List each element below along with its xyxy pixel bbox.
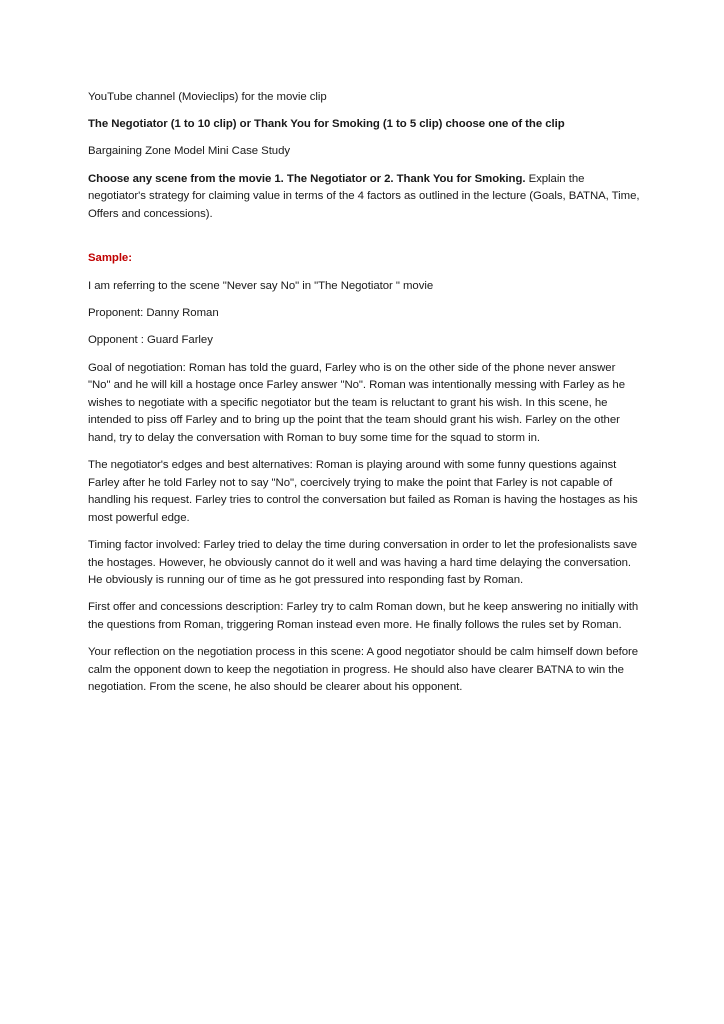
instruction-paragraph — [88, 171, 640, 224]
scene-reference: I am referring to the scene "Never say No" in "The Negotiator " movie — [88, 279, 434, 292]
instruction-text: Explain the negotiator's strategy for claiming value in terms of the 4 factors as outlined in the lecture (Goals, BATNA, Time, Offers and concessions). — [88, 172, 640, 220]
reflection-paragraph: Your reflection on the negotiation process in this scene: A good negotiator should be calm himself down before calm the opponent down to keep the negotiation in progress. He should also have clearer BATNA to win the negotiation. From the scene, he also should be clearer about his opponent. — [88, 646, 639, 694]
goal-paragraph: Goal of negotiation: Roman has told the guard, Farley who is on the other side of the phone never answer "No" and he will kill a hostage once Farley answer "No". Roman was intentionally messing with Farley as he wishes to negotiate with a specific negotiator but the team is reluctant to grant his wish. In this scene, he intended to piss off Farley and to bring up the point that the team should grant his wish. Farley on the other hand, try to delay the conversation with Roman to buy some time for the squad to storm in. — [88, 361, 625, 444]
sample-heading: Sample: — [88, 252, 132, 265]
instruction-bold-text: Choose any scene from the movie 1. The Negotiator or 2. Thank You for Smoking. — [88, 172, 526, 185]
offers-paragraph: First offer and concessions description: Farley try to calm Roman down, but he keep answering no initially with the questions from Roman, triggering Roman instead even more. He finally follows the rules set by Roman. — [88, 601, 639, 631]
channel-line: YouTube channel (Movieclips) for the movie clip — [88, 91, 327, 103]
timing-paragraph: Timing factor involved: Farley tried to delay the time during conversation in order to let the profesionalists save the hostages. However, he obviously cannot do it well and was having a hard time delaying the conversation. He obviously is running our of time as he got pressured into responding fast by Roman. — [88, 539, 638, 587]
edges-paragraph: The negotiator's edges and best alternatives: Roman is playing around with some funny questions against Farley after he told Farley not to say "No", coercively trying to make the point that Farley is not capable of handling his request. Farley tries to control the conversation but failed as Roman is having the hostages as his most powerful edge. — [88, 459, 638, 524]
document-body — [88, 89, 640, 707]
opponent-line: Opponent : Guard Farley — [88, 334, 213, 347]
proponent-line: Proponent: Danny Roman — [88, 307, 219, 320]
case-study-title: Bargaining Zone Model Mini Case Study — [88, 145, 291, 158]
clip-choice-line: The Negotiator (1 to 10 clip) or Thank You for Smoking (1 to 5 clip) choose one of the clip — [88, 118, 565, 131]
